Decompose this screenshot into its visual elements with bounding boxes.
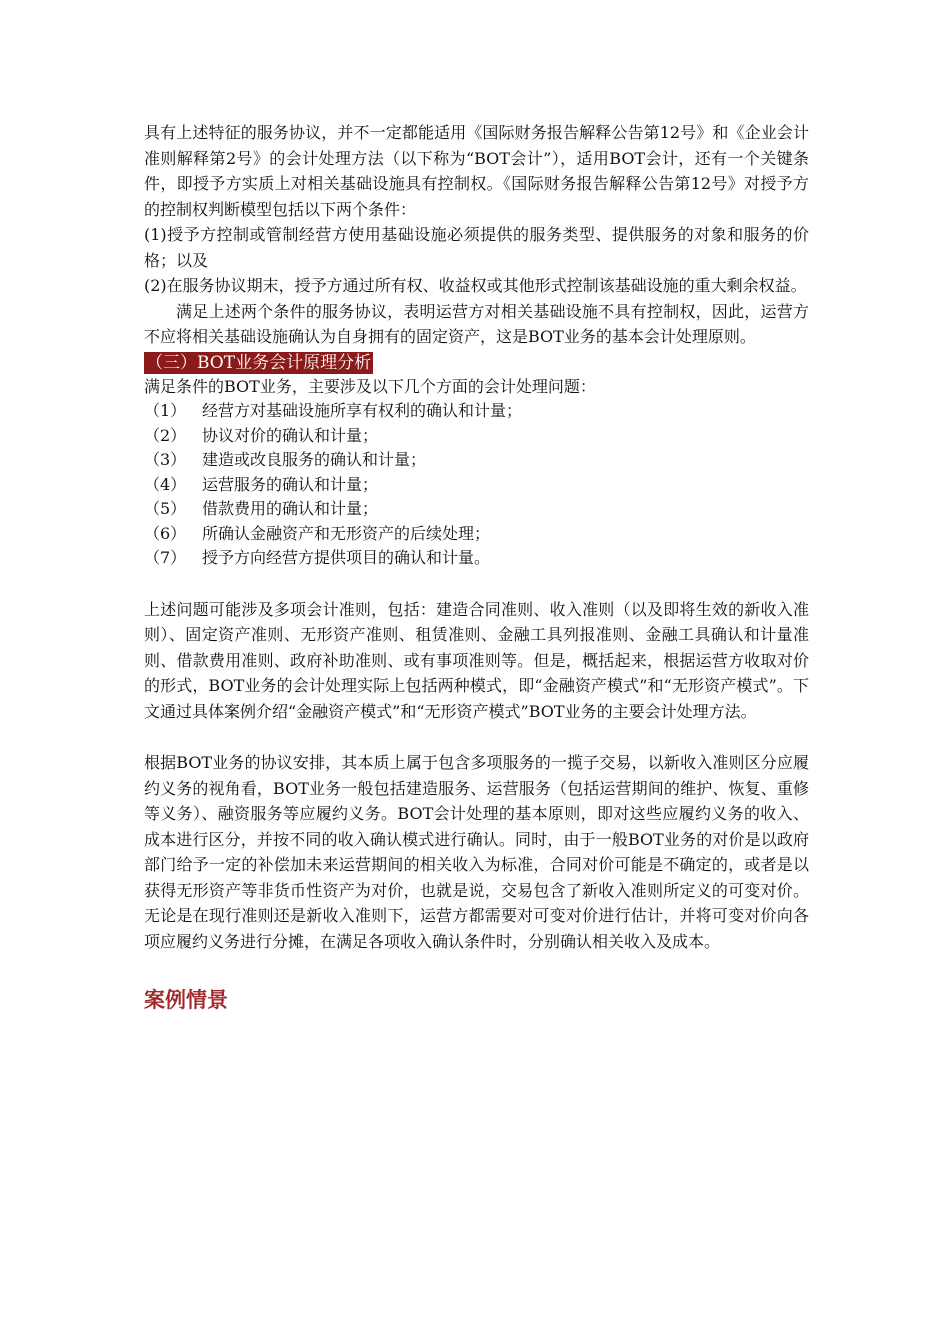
section-heading: （三）BOT业务会计原理分析 — [146, 352, 372, 373]
list-item-number: （4） — [144, 474, 187, 494]
list-item — [144, 522, 809, 547]
list-item-text: 建造或改良服务的确认和计量； — [202, 450, 427, 469]
list-item-text: 借款费用的确认和计量； — [202, 499, 379, 518]
spacer — [144, 724, 809, 750]
revenue-paragraph: 根据BOT业务的协议安排，其本质上属于包含多项服务的一揽子交易，以新收入准则区分应履约义务的视角看，BOT业务一般包括建造服务、运营服务（包括运营期间的维护、恢复、重修等义务）、融资服务等应履约义务。BOT会计处理的基本原则，即对这些应履约义务的收入、成本进行区分，并按不同的收入确认模式进行确认。同时，由于一般BOT业务的对价是以政府部门给予一定的补偿加未来运营期间的相关收入为标准，合同对价可能是不确定的，或者是以获得无形资产等非货币性资产为对价，也就是说，交易包含了新收入准则所定义的可变对价。无论是在现行准则还是新收入准则下，运营方都需要对可变对价进行估计，并将可变对价向各项应履约义务进行分摊，在满足各项收入确认条件时，分别确认相关收入及成本。 — [144, 753, 809, 951]
list-item-number: （3） — [144, 450, 187, 469]
list-item — [144, 497, 809, 522]
list-item — [144, 424, 809, 449]
list-item-text: 授予方向经营方提供项目的确认和计量。 — [202, 548, 491, 567]
case-title: 案例情景 — [144, 988, 228, 1012]
list-item-number: （1） — [144, 401, 187, 420]
condition-1: (1)授予方控制或管制经营方使用基础设施必须提供的服务类型、提供服务的对象和服务的价格；以及 — [144, 225, 809, 270]
document-body — [144, 120, 809, 1014]
condition-2: (2)在服务协议期末，授予方通过所有权、收益权或其他形式控制该基础设施的重大剩余权益。 — [144, 276, 807, 295]
list-item-number: （6） — [144, 523, 187, 543]
list-item — [144, 399, 809, 424]
list-item-text: 协议对价的确认和计量； — [202, 425, 379, 445]
standards-paragraph: 上述问题可能涉及多项会计准则，包括：建造合同准则、收入准则（以及即将生效的新收入准则）、固定资产准则、无形资产准则、租赁准则、金融工具列报准则、金融工具确认和计量准则、借款费用准则、政府补助准则、或有事项准则等。但是，概括起来，根据运营方收取对价的形式，BOT业务的会计处理实际上包括两种模式，即“金融资产模式”和“无形资产模式”。下文通过具体案例介绍“金融资产模式”和“无形资产模式”BOT业务的主要会计处理方法。 — [144, 599, 809, 721]
issue-list — [144, 399, 809, 571]
list-item — [144, 473, 809, 498]
list-item-text: 运营服务的确认和计量； — [202, 474, 379, 494]
list-item-number: （5） — [144, 499, 187, 518]
list-item-number: （7） — [144, 548, 187, 567]
intro-paragraph: 具有上述特征的服务协议，并不一定都能适用《国际财务报告解释公告第12号》和《企业会计准则解释第2号》的会计处理方法（以下称为“BOT会计”），适用BOT会计，还有一个关键条件，即授予方实质上对相关基础设施具有控制权。《国际财务报告解释公告第12号》对授予方的控制权判断模型包括以下两个条件： — [144, 123, 809, 219]
conclusion-paragraph: 满足上述两个条件的服务协议，表明运营方对相关基础设施不具有控制权，因此，运营方不应将相关基础设施确认为自身拥有的固定资产，这是BOT业务的基本会计处理原则。 — [144, 301, 809, 346]
list-item-text: 经营方对基础设施所享有权利的确认和计量； — [202, 401, 523, 420]
list-item-number: （2） — [144, 425, 187, 445]
list-intro: 满足条件的BOT业务，主要涉及以下几个方面的会计处理问题： — [144, 376, 596, 396]
list-item-text: 所确认金融资产和无形资产的后续处理； — [202, 523, 491, 543]
list-item — [144, 448, 809, 473]
spacer — [144, 571, 809, 597]
list-item — [144, 546, 809, 571]
